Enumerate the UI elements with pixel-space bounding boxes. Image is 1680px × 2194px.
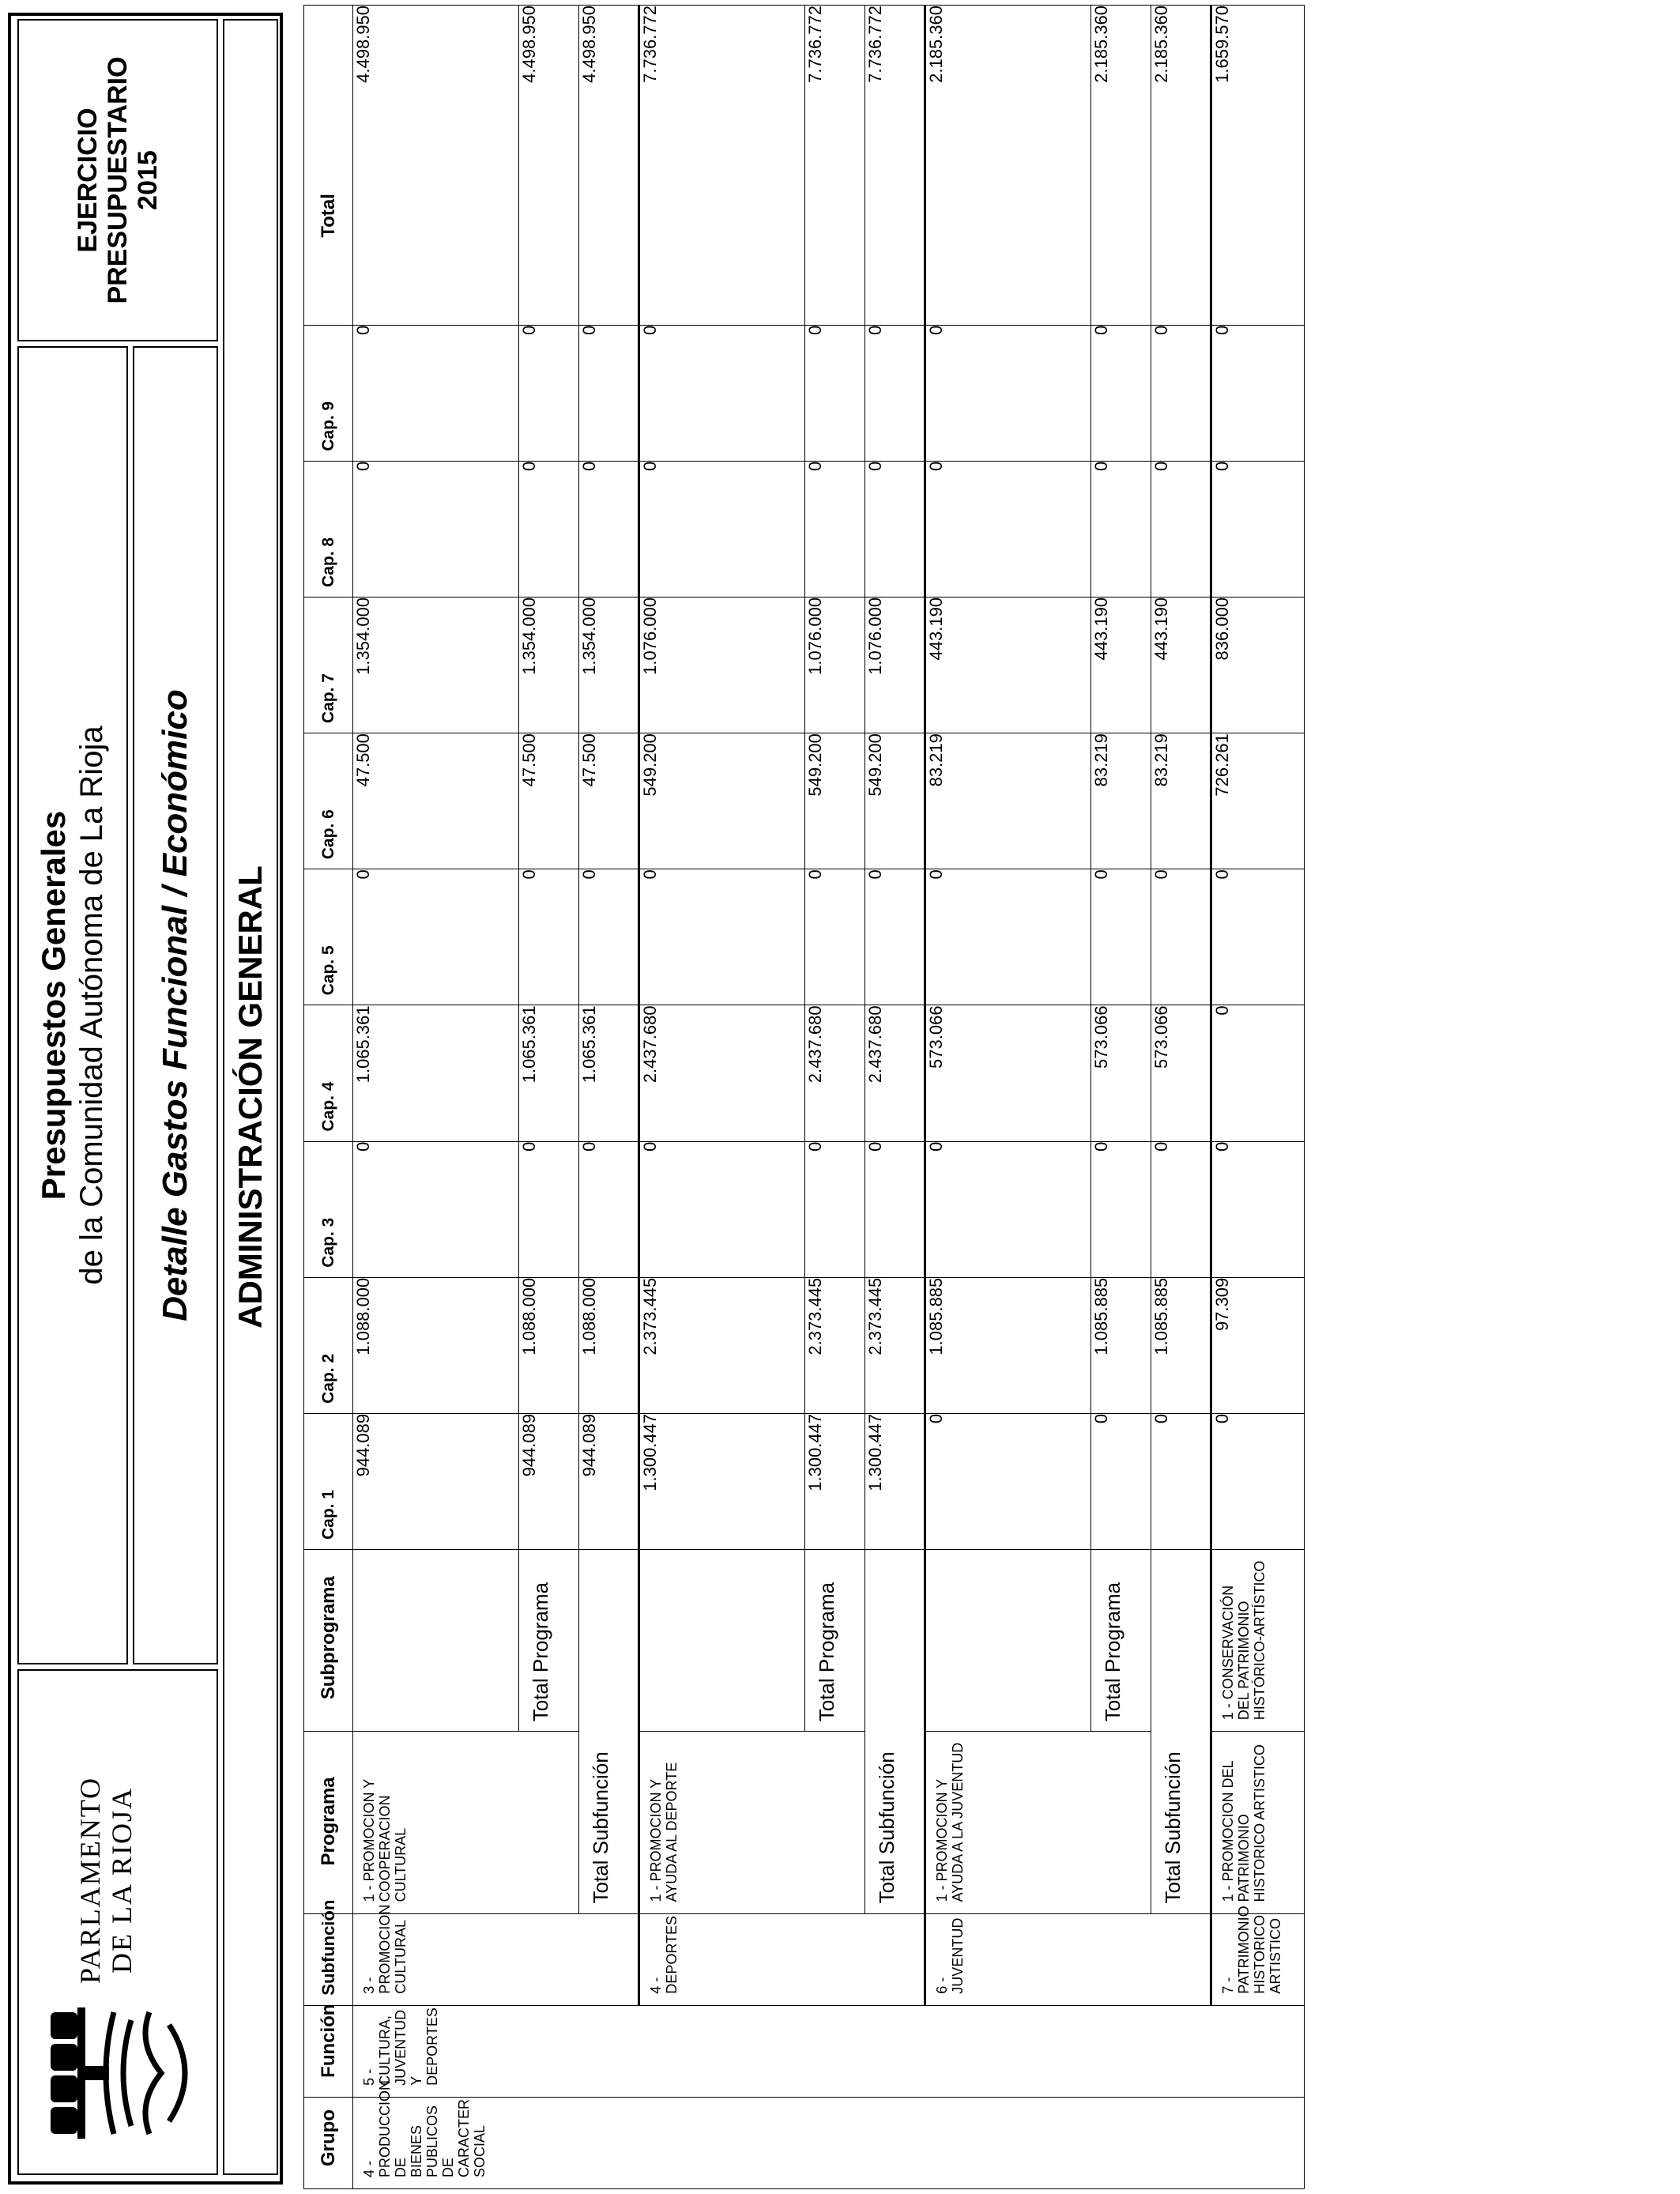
org-name-line2: DE LA RIOJA — [106, 1786, 137, 1973]
value-cell: 0 — [639, 325, 805, 461]
value-cell: 573.066 — [1151, 1005, 1211, 1141]
total-subfuncion-cell — [865, 1550, 925, 1914]
logo-box — [17, 1669, 218, 2175]
value-cell: 944.089 — [519, 1413, 579, 1549]
value-cell: 573.066 — [1091, 1005, 1151, 1141]
subtitle-box — [133, 346, 218, 1664]
grupo-cell — [353, 2079, 1305, 2188]
col-header: Total — [304, 6, 353, 326]
value-cell: 0 — [805, 325, 865, 461]
value-cell: 1.300.447 — [865, 1413, 925, 1549]
total-cell: 1.659.570 — [1211, 6, 1305, 326]
value-cell: 944.089 — [353, 1413, 519, 1549]
value-cell: 1.076.000 — [639, 597, 805, 733]
value-cell: 0 — [519, 461, 579, 597]
value-cell: 1.076.000 — [865, 597, 925, 733]
col-header: Cap. 8 — [304, 461, 353, 597]
value-cell: 0 — [519, 325, 579, 461]
subfuncion-label: 7 - PATRIMONIO HISTORICO ARTISTICO — [1220, 1906, 1283, 1994]
value-cell: 0 — [353, 1141, 519, 1277]
table-header-row — [304, 6, 353, 2189]
total-programa-cell — [805, 1550, 865, 1732]
total-subfuncion-cell — [579, 1550, 639, 1914]
total-cell: 4.498.950 — [519, 6, 579, 326]
value-cell: 0 — [1211, 1005, 1305, 1141]
subfuncion-label: 3 - PROMOCION CULTURAL — [361, 1904, 409, 1994]
total-cell: 7.736.772 — [639, 6, 805, 326]
value-cell: 0 — [925, 869, 1091, 1005]
value-cell: 0 — [865, 461, 925, 597]
value-cell: 83.219 — [1091, 733, 1151, 869]
value-cell: 0 — [579, 461, 639, 597]
value-cell: 1.088.000 — [579, 1277, 639, 1413]
value-cell: 0 — [579, 869, 639, 1005]
value-cell: 726.261 — [1211, 733, 1305, 869]
value-cell: 0 — [1091, 1141, 1151, 1277]
value-cell: 836.000 — [1211, 597, 1305, 733]
col-header: Programa — [304, 1732, 353, 1913]
total-programa-label: Total Programa — [529, 1581, 552, 1722]
value-cell: 47.500 — [519, 733, 579, 869]
value-cell: 0 — [925, 325, 1091, 461]
value-cell: 0 — [639, 869, 805, 1005]
programa-cell — [925, 1732, 1151, 1913]
programa-label: 1 - PROMOCION Y AYUDA AL DEPORTE — [648, 1762, 680, 1902]
value-cell: 0 — [1211, 461, 1305, 597]
value-cell: 1.085.885 — [925, 1277, 1091, 1413]
value-cell: 1.065.361 — [519, 1005, 579, 1141]
value-cell: 1.076.000 — [805, 597, 865, 733]
table-row — [639, 6, 805, 2189]
value-cell: 1.065.361 — [579, 1005, 639, 1141]
table-row — [1211, 6, 1305, 2189]
value-cell: 1.088.000 — [353, 1277, 519, 1413]
value-cell: 2.437.680 — [865, 1005, 925, 1141]
fiscal-year-box — [17, 19, 218, 341]
programa-label: 1 - PROMOCION Y AYUDA A LA JUVENTUD — [934, 1742, 966, 1902]
value-cell: 2.373.445 — [865, 1277, 925, 1413]
total-cell: 2.185.360 — [925, 6, 1091, 326]
subprograma-label — [640, 1550, 648, 1731]
subprograma-cell — [353, 1550, 519, 1732]
value-cell: 443.190 — [1091, 597, 1151, 733]
value-cell: 443.190 — [1151, 597, 1211, 733]
value-cell: 2.437.680 — [639, 1005, 805, 1141]
total-subfuncion-row — [1151, 6, 1211, 2189]
value-cell: 1.300.447 — [805, 1413, 865, 1549]
value-cell: 0 — [1211, 1413, 1305, 1549]
col-header: Cap. 1 — [304, 1413, 353, 1549]
value-cell: 1.354.000 — [519, 597, 579, 733]
value-cell: 1.085.885 — [1151, 1277, 1211, 1413]
subprograma-label — [353, 1550, 361, 1731]
total-cell: 4.498.950 — [353, 6, 519, 326]
value-cell: 549.200 — [865, 733, 925, 869]
value-cell: 0 — [1091, 461, 1151, 597]
value-cell: 0 — [1211, 325, 1305, 461]
subfuncion-label: 4 - DEPORTES — [648, 1915, 680, 1994]
document-title-line2: de la Comunidad Autónoma de La Rioja — [74, 726, 109, 1285]
value-cell: 97.309 — [1211, 1277, 1305, 1413]
document-title: Presupuestos Generales — [35, 810, 72, 1201]
value-cell: 0 — [579, 325, 639, 461]
subprograma-cell — [925, 1550, 1091, 1732]
subfuncion-cell — [353, 1904, 639, 2005]
value-cell: 0 — [639, 1141, 805, 1277]
value-cell: 83.219 — [925, 733, 1091, 869]
funcion-cell — [353, 2005, 1305, 2097]
value-cell: 443.190 — [925, 597, 1091, 733]
section-title: ADMINISTRACIÓN GENERAL — [232, 865, 269, 1329]
col-header: Cap. 2 — [304, 1277, 353, 1413]
value-cell: 0 — [1151, 1141, 1211, 1277]
value-cell: 0 — [805, 461, 865, 597]
value-cell: 1.300.447 — [639, 1413, 805, 1549]
subfuncion-label: 6 - JUVENTUD — [934, 1917, 966, 1994]
total-subfuncion-cell — [1151, 1550, 1211, 1914]
programa-label: 1 - PROMOCION Y COOPERACION CULTURAL — [361, 1779, 409, 1902]
value-cell: 0 — [1091, 869, 1151, 1005]
value-cell: 0 — [1151, 461, 1211, 597]
total-cell: 7.736.772 — [865, 6, 925, 326]
value-cell: 0 — [1211, 869, 1305, 1005]
total-cell: 4.498.950 — [579, 6, 639, 326]
table-row — [925, 6, 1091, 2189]
value-cell: 83.219 — [1151, 733, 1211, 869]
col-header: Cap. 7 — [304, 597, 353, 733]
year-label-1: EJERCICIO — [73, 107, 103, 253]
value-cell: 573.066 — [925, 1005, 1091, 1141]
value-cell: 2.437.680 — [805, 1005, 865, 1141]
value-cell: 0 — [1151, 1413, 1211, 1549]
total-cell: 2.185.360 — [1091, 6, 1151, 326]
col-header: Función — [304, 2005, 353, 2097]
value-cell: 0 — [639, 461, 805, 597]
col-header: Subprograma — [304, 1550, 353, 1732]
value-cell: 549.200 — [639, 733, 805, 869]
programa-cell — [1211, 1732, 1305, 1913]
total-subfuncion-row — [865, 6, 925, 2189]
org-name-line1: PARLAMENTO — [74, 1776, 106, 1984]
value-cell: 1.088.000 — [519, 1277, 579, 1413]
grupo-label: 4 - PRODUCCION DE BIENES PUBLICOS DE CARACTER SOCIAL — [361, 2079, 488, 2177]
programa-cell — [353, 1732, 579, 1913]
value-cell: 0 — [353, 869, 519, 1005]
year-label-2: PRESUPUESTARIO — [103, 56, 133, 304]
value-cell: 1.085.885 — [1091, 1277, 1151, 1413]
value-cell: 1.354.000 — [353, 597, 519, 733]
programa-label: 1 - PROMOCION DEL PATRIMONIO HISTORICO ARTISTICO — [1220, 1744, 1268, 1902]
value-cell: 1.065.361 — [353, 1005, 519, 1141]
subprograma-cell — [639, 1550, 805, 1732]
total-programa-label: Total Programa — [1101, 1581, 1124, 1722]
budget-table — [303, 5, 1305, 2189]
fiscal-year: 2015 — [133, 150, 163, 210]
table-row — [353, 6, 519, 2189]
total-cell: 2.185.360 — [1151, 6, 1211, 326]
total-subfuncion-row — [579, 6, 639, 2189]
col-header: Cap. 6 — [304, 733, 353, 869]
section-box — [223, 19, 278, 2175]
value-cell: 549.200 — [805, 733, 865, 869]
col-header: Grupo — [304, 2097, 353, 2188]
subfuncion-cell — [639, 1913, 925, 2005]
org-name — [74, 1777, 137, 1984]
value-cell: 0 — [925, 1141, 1091, 1277]
col-header: Cap. 9 — [304, 325, 353, 461]
total-subfuncion-label: Total Subfunción — [875, 1751, 898, 1904]
subprograma-label — [926, 1550, 934, 1731]
value-cell: 47.500 — [579, 733, 639, 869]
value-cell: 0 — [353, 325, 519, 461]
value-cell: 0 — [519, 1141, 579, 1277]
parliament-logo-icon — [43, 2000, 201, 2150]
value-cell: 0 — [925, 1413, 1091, 1549]
col-header: Cap. 3 — [304, 1141, 353, 1277]
value-cell: 944.089 — [579, 1413, 639, 1549]
total-subfuncion-label: Total Subfunción — [589, 1751, 612, 1904]
value-cell: 2.373.445 — [805, 1277, 865, 1413]
subprograma-label: 1 - CONSERVACIÓN DEL PATRIMONIO HISTÓRICO-ARTÍSTICO — [1220, 1560, 1268, 1721]
value-cell: 0 — [1151, 869, 1211, 1005]
value-cell: 0 — [1211, 1141, 1305, 1277]
subprograma-cell — [1211, 1550, 1305, 1732]
col-header: Cap. 4 — [304, 1005, 353, 1141]
value-cell: 0 — [1091, 1413, 1151, 1549]
total-programa-label: Total Programa — [815, 1581, 838, 1722]
value-cell: 0 — [805, 869, 865, 1005]
value-cell: 0 — [865, 1141, 925, 1277]
col-header: Cap. 5 — [304, 869, 353, 1005]
value-cell: 0 — [925, 461, 1091, 597]
subfuncion-cell — [925, 1913, 1211, 2005]
funcion-label: 5 - CULTURA, JUVENTUD Y DEPORTES — [361, 2007, 440, 2086]
total-programa-cell — [1091, 1550, 1151, 1732]
value-cell: 0 — [579, 1141, 639, 1277]
value-cell: 0 — [805, 1141, 865, 1277]
total-subfuncion-label: Total Subfunción — [1161, 1751, 1185, 1904]
value-cell: 2.373.445 — [639, 1277, 805, 1413]
total-programa-cell — [519, 1550, 579, 1732]
value-cell: 0 — [865, 325, 925, 461]
subfuncion-cell — [1211, 1906, 1305, 2005]
col-header: Subfunción — [304, 1913, 353, 2005]
value-cell: 0 — [353, 461, 519, 597]
document-subtitle: Detalle Gastos Funcional / Económico — [156, 689, 194, 1321]
programa-cell — [639, 1732, 865, 1913]
value-cell: 1.354.000 — [579, 597, 639, 733]
value-cell: 0 — [865, 869, 925, 1005]
value-cell: 0 — [1091, 325, 1151, 461]
total-cell: 7.736.772 — [805, 6, 865, 326]
value-cell: 47.500 — [353, 733, 519, 869]
value-cell: 0 — [1151, 325, 1211, 461]
document-header — [8, 13, 283, 2185]
title-box — [17, 346, 128, 1664]
value-cell: 0 — [519, 869, 579, 1005]
